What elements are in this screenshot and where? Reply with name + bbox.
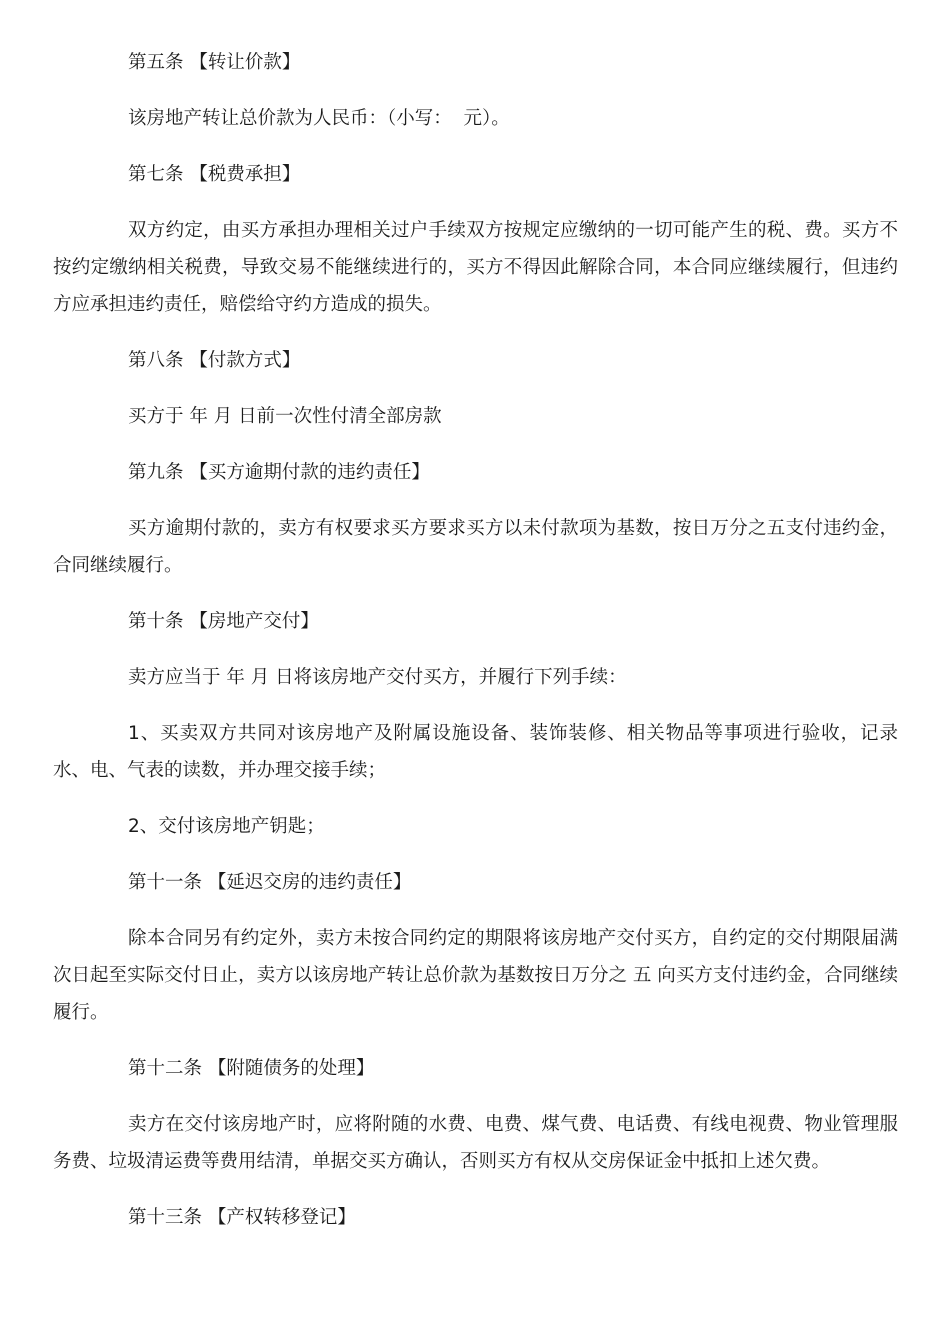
article-10-item-2: 2、交付该房地产钥匙； [128, 816, 325, 837]
article-7-text: 双方约定，由买方承担办理相关过户手续双方按规定应缴纳的一切可能产生的税、费。买方不按约定缴纳相关税费，导致交易不能继续进行的，买方不得因此解除合同，本合同应继续履行，但违约方应承担违约责任，赔偿给守约方造成的损失。 [53, 220, 898, 315]
article-5-text: 该房地产转让总价款为人民币：（小写： 元）。 [128, 108, 510, 129]
article-8-text: 买方于 年 月 日前一次性付清全部房款 [128, 406, 442, 427]
article-9-text: 买方逾期付款的，卖方有权要求买方要求买方以未付款项为基数，按日万分之五支付违约金，合同继续履行。 [53, 518, 898, 576]
article-10-item-1: 1、买卖双方共同对该房地产及附属设施设备、装饰装修、相关物品等事项进行验收，记录水、电、气表的读数，并办理交接手续； [53, 723, 898, 781]
article-5-heading: 第五条 【转让价款】 [128, 52, 301, 73]
article-10-heading: 第十条 【房地产交付】 [128, 611, 319, 632]
article-11-text: 除本合同另有约定外，卖方未按合同约定的期限将该房地产交付买方，自约定的交付期限届满次日起至实际交付日止，卖方以该房地产转让总价款为基数按日万分之 五 向买方支付违约金，合同继续履行。 [53, 928, 898, 1023]
article-12-text: 卖方在交付该房地产时，应将附随的水费、电费、煤气费、电话费、有线电视费、物业管理服务费、垃圾清运费等费用结清，单据交买方确认，否则买方有权从交房保证金中抵扣上述欠费。 [53, 1114, 898, 1172]
article-9-heading: 第九条 【买方逾期付款的违约责任】 [128, 462, 430, 483]
article-12-heading: 第十二条 【附随债务的处理】 [128, 1058, 375, 1079]
article-8-heading: 第八条 【付款方式】 [128, 350, 301, 371]
document-body [53, 44, 898, 1255]
article-11-heading: 第十一条 【延迟交房的违约责任】 [128, 872, 412, 893]
article-13-heading: 第十三条 【产权转移登记】 [128, 1207, 356, 1228]
article-10-text: 卖方应当于 年 月 日将该房地产交付买方，并履行下列手续： [128, 667, 627, 688]
article-7-heading: 第七条 【税费承担】 [128, 164, 301, 185]
